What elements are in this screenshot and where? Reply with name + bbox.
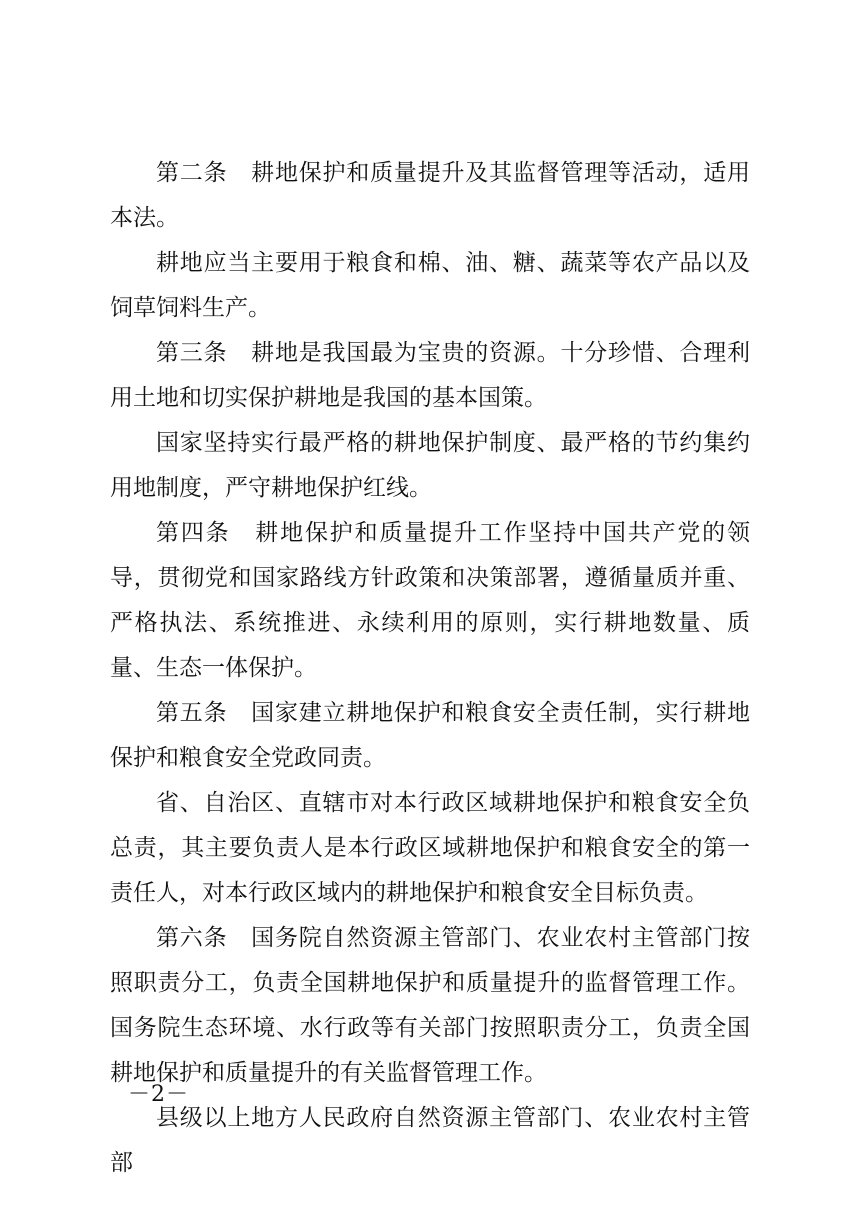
paragraph-article-2-clause-2: [110, 241, 750, 331]
paragraph-article-4: [110, 511, 750, 691]
paragraph-article-3-clause-2: [110, 421, 750, 511]
paragraph-text: 省、自治区、直辖市对本行政区域耕地保护和粮食安全负总责，其主要负责人是本行政区域耕地保护和粮食安全的第一责任人，对本行政区域内的耕地保护和粮食安全目标负责。: [110, 790, 750, 906]
article-number: 第五条: [156, 700, 228, 726]
paragraph-text: 国务院自然资源主管部门、农业农村主管部门按照职责分工，负责全国耕地保护和质量提升的监督管理工作。国务院生态环境、水行政等有关部门按照职责分工，负责全国耕地保护和质量提升的有关监督管理工作。: [110, 925, 751, 1086]
article-number: 第六条: [156, 925, 228, 951]
paragraph-article-2: [110, 151, 750, 241]
paragraph-text: 国家坚持实行最严格的耕地保护制度、最严格的节约集约用地制度，严守耕地保护红线。: [110, 430, 750, 501]
paragraph-text: 耕地保护和质量提升及其监督管理等活动，适用本法。: [110, 160, 751, 231]
paragraph-article-6: [110, 916, 750, 1096]
law-text-body: [110, 151, 750, 1186]
paragraph-article-5: [110, 691, 750, 781]
paragraph-text: 耕地应当主要用于粮食和棉、油、糖、蔬菜等农产品以及饲草饲料生产。: [110, 250, 750, 321]
paragraph-text: 国家建立耕地保护和粮食安全责任制，实行耕地保护和粮食安全党政同责。: [110, 700, 751, 771]
paragraph-article-3: [110, 331, 750, 421]
paragraph-article-5-clause-2: [110, 781, 750, 916]
paragraph-text: 耕地是我国最为宝贵的资源。十分珍惜、合理利用土地和切实保护耕地是我国的基本国策。: [110, 340, 751, 411]
paragraph-text: 耕地保护和质量提升工作坚持中国共产党的领导，贯彻党和国家路线方针政策和决策部署，遵循量质并重、严格执法、系统推进、永续利用的原则，实行耕地数量、质量、生态一体保护。: [110, 520, 751, 681]
article-number: 第四条: [156, 520, 231, 546]
article-number: 第三条: [156, 340, 228, 366]
article-number: 第二条: [156, 160, 228, 186]
paragraph-text: 县级以上地方人民政府自然资源主管部门、农业农村主管部: [110, 1105, 750, 1176]
paragraph-article-6-clause-2: [110, 1096, 750, 1186]
page-number: －2－: [128, 1082, 189, 1107]
